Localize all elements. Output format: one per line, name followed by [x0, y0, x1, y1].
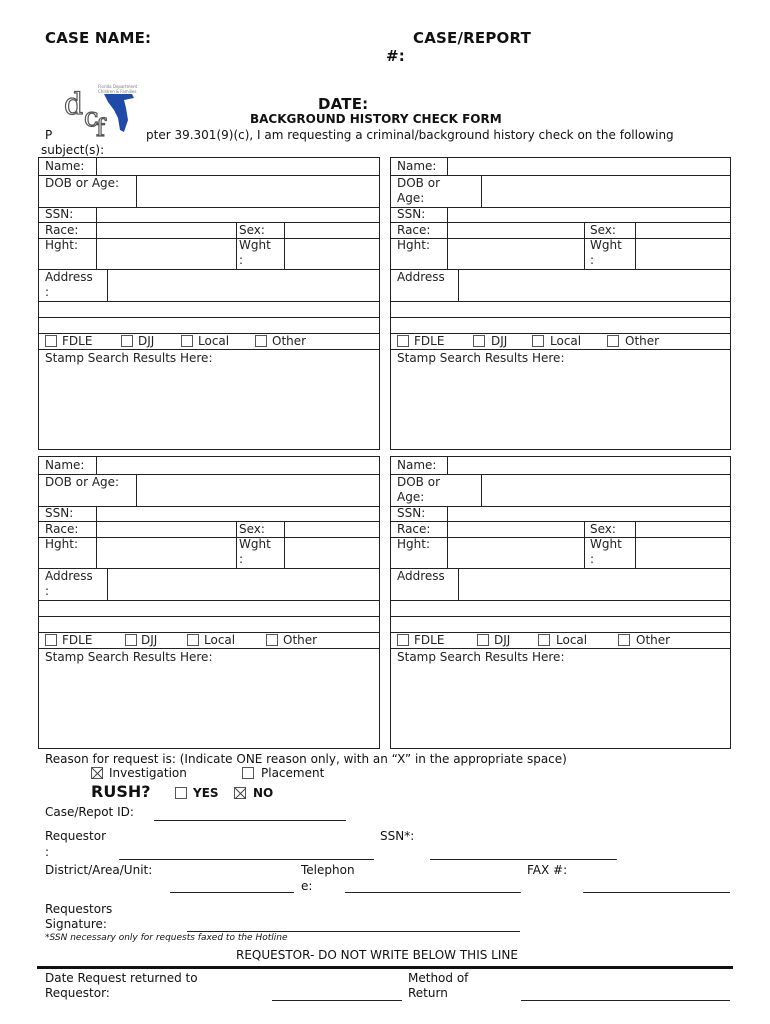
subject-block-4 — [390, 456, 731, 749]
form-title: BACKGROUND HISTORY CHECK FORM — [250, 112, 502, 126]
divider-line — [37, 966, 733, 969]
djj-checkbox[interactable] — [125, 634, 137, 646]
fdle-label: FDLE — [414, 334, 445, 348]
telephone-field[interactable] — [345, 892, 521, 893]
requestor-colon: : — [45, 845, 50, 859]
address-label: Address — [397, 270, 445, 284]
reason-label: Reason for request is: (Indicate ONE reason only, with an “X” in the appropriate space) — [45, 752, 567, 766]
stamp-search-label: Stamp Search Results Here: — [45, 650, 213, 664]
address-label: Address — [45, 569, 93, 583]
sex-label: Sex: — [239, 522, 265, 536]
ssn-label: SSN: — [45, 207, 74, 221]
age-label: Age: — [397, 191, 425, 205]
race-label: Race: — [45, 522, 79, 536]
signature-label: Requestors — [45, 902, 113, 916]
investigation-checkbox[interactable] — [91, 767, 103, 779]
svg-text:Florida Department of: Florida Department of — [98, 84, 138, 89]
ssn-label: SSN: — [397, 506, 426, 520]
race-label: Race: — [45, 223, 79, 237]
local-checkbox[interactable] — [187, 634, 199, 646]
local-label: Local — [550, 334, 582, 348]
djj-label: DJJ — [494, 633, 511, 647]
age-label: Age: — [397, 490, 425, 504]
svg-text:d: d — [64, 87, 84, 122]
djj-checkbox[interactable] — [473, 335, 485, 347]
stamp-search-label: Stamp Search Results Here: — [397, 650, 565, 664]
signature-field[interactable] — [187, 931, 520, 932]
date-returned-label: Date Request returned to — [45, 971, 198, 985]
intro-text: pter 39.301(9)(c), I am requesting a criminal/background history check on the following — [146, 128, 674, 142]
svg-text:c: c — [84, 103, 99, 133]
telephone-label: Telephon — [301, 863, 355, 877]
other-label: Other — [636, 633, 671, 647]
rush-yes-checkbox[interactable] — [175, 787, 187, 799]
wght-colon: : — [239, 552, 244, 566]
placement-checkbox[interactable] — [242, 767, 254, 779]
dob-label: DOB or Age: — [45, 176, 120, 190]
local-checkbox[interactable] — [538, 634, 550, 646]
name-label: Name: — [45, 458, 85, 472]
ssn-label: SSN*: — [380, 829, 415, 843]
other-checkbox[interactable] — [255, 335, 267, 347]
wght-label: Wght — [590, 537, 622, 551]
fdle-label: FDLE — [414, 633, 445, 647]
fdle-label: FDLE — [62, 633, 93, 647]
local-label: Local — [204, 633, 236, 647]
fdle-label: FDLE — [62, 334, 93, 348]
date-returned-requestor: Requestor: — [45, 986, 110, 1000]
hght-label: Hght: — [45, 238, 78, 252]
svg-text:f: f — [96, 114, 105, 138]
wght-colon: : — [590, 253, 595, 267]
sex-label: Sex: — [590, 522, 616, 536]
dob-label: DOB or Age: — [45, 475, 120, 489]
stamp-search-label: Stamp Search Results Here: — [397, 351, 565, 365]
djj-label: DJJ — [491, 334, 508, 348]
race-label: Race: — [397, 223, 431, 237]
local-label: Local — [556, 633, 588, 647]
signature-colon: Signature: — [45, 917, 107, 931]
fdle-checkbox[interactable] — [397, 335, 409, 347]
ssn-label: SSN: — [45, 506, 74, 520]
name-label: Name: — [45, 159, 85, 173]
djj-checkbox[interactable] — [121, 335, 133, 347]
fax-label: FAX #: — [527, 863, 568, 877]
method-return-label: Return — [408, 986, 448, 1000]
rush-label: RUSH? — [91, 782, 151, 801]
dob-label: DOB or — [397, 176, 441, 190]
sex-label: Sex: — [590, 223, 616, 237]
sex-label: Sex: — [239, 223, 265, 237]
wght-label: Wght — [590, 238, 622, 252]
dcf-logo — [62, 80, 138, 138]
ssn-field[interactable] — [430, 859, 617, 860]
fax-field[interactable] — [583, 892, 730, 893]
wght-colon: : — [239, 253, 244, 267]
do-not-write-label: REQUESTOR- DO NOT WRITE BELOW THIS LINE — [236, 948, 518, 962]
placement-label: Placement — [261, 766, 325, 780]
ssn-label: SSN: — [397, 207, 426, 221]
other-label: Other — [283, 633, 318, 647]
address-colon: : — [45, 584, 50, 598]
other-checkbox[interactable] — [607, 335, 619, 347]
fdle-checkbox[interactable] — [45, 634, 57, 646]
hght-label: Hght: — [45, 537, 78, 551]
name-label: Name: — [397, 458, 437, 472]
intro-subjects: subject(s): — [41, 143, 105, 157]
djj-label: DJJ — [141, 633, 158, 647]
djj-label: DJJ — [138, 334, 155, 348]
wght-label: Wght — [239, 537, 271, 551]
subject-block-2 — [390, 157, 731, 450]
djj-checkbox[interactable] — [477, 634, 489, 646]
local-label: Local — [198, 334, 230, 348]
case-name-label: CASE NAME: — [45, 29, 152, 47]
other-checkbox[interactable] — [618, 634, 630, 646]
name-label: Name: — [397, 159, 437, 173]
case-report-number-label: #: — [386, 47, 405, 65]
wght-label: Wght — [239, 238, 271, 252]
address-label: Address — [45, 270, 93, 284]
dob-label: DOB or — [397, 475, 441, 489]
fdle-checkbox[interactable] — [397, 634, 409, 646]
telephone-colon: e: — [301, 879, 313, 893]
district-label: District/Area/Unit: — [45, 863, 153, 877]
requestor-label: Requestor — [45, 829, 107, 843]
method-label: Method of — [408, 971, 469, 985]
method-field[interactable] — [521, 1000, 730, 1001]
case-repot-id-field[interactable] — [154, 820, 346, 821]
local-checkbox[interactable] — [181, 335, 193, 347]
rush-no-label: NO — [253, 786, 274, 800]
case-report-label: CASE/REPORT — [413, 29, 531, 47]
wght-colon: : — [590, 552, 595, 566]
local-checkbox[interactable] — [532, 335, 544, 347]
rush-yes-label: YES — [193, 786, 219, 800]
address-colon: : — [45, 285, 50, 299]
stamp-search-label: Stamp Search Results Here: — [45, 351, 213, 365]
other-label: Other — [272, 334, 307, 348]
race-label: Race: — [397, 522, 431, 536]
date-label: DATE: — [318, 95, 369, 113]
case-repot-id-label: Case/Repot ID: — [45, 805, 134, 819]
address-label: Address — [397, 569, 445, 583]
rush-no-checkbox[interactable] — [234, 787, 246, 799]
subject-block-1 — [38, 157, 380, 450]
svg-text:Children & Families: Children & Families — [98, 89, 137, 94]
other-checkbox[interactable] — [266, 634, 278, 646]
fdle-checkbox[interactable] — [45, 335, 57, 347]
ssn-note: *SSN necessary only for requests faxed to the Hotline — [45, 933, 288, 943]
district-field[interactable] — [170, 892, 294, 893]
hght-label: Hght: — [397, 238, 430, 252]
subject-block-3 — [38, 456, 380, 749]
date-returned-field[interactable] — [272, 1000, 402, 1001]
requestor-field[interactable] — [119, 859, 374, 860]
hght-label: Hght: — [397, 537, 430, 551]
other-label: Other — [625, 334, 660, 348]
investigation-label: Investigation — [109, 766, 187, 780]
intro-left: P — [45, 128, 53, 142]
